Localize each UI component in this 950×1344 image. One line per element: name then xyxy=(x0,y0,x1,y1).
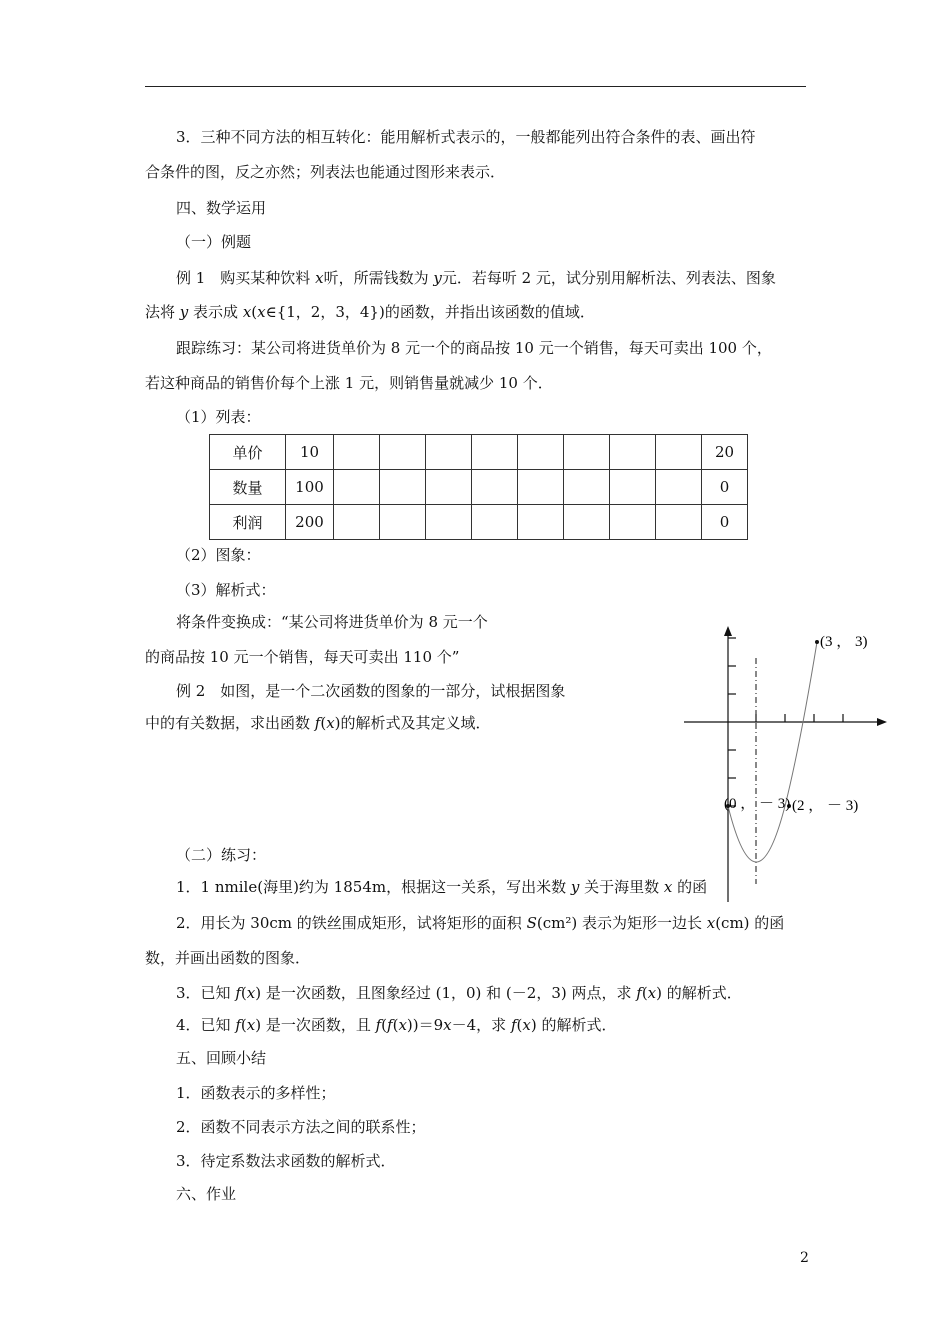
condition-change-line-2: 的商品按 10 元一个销售，每天可卖出 110 个” xyxy=(145,648,460,666)
table-cell xyxy=(518,435,564,470)
paragraph-3-line-1: 3．三种不同方法的相互转化：能用解析式表示的，一般都能列出符合条件的表、画出符 xyxy=(176,128,756,146)
text-run: ( xyxy=(320,714,327,732)
section-4-heading: 四、数学运用 xyxy=(176,199,267,217)
text-run: ( xyxy=(240,1016,247,1034)
text-run: 4．已知 xyxy=(176,1016,236,1034)
table-cell xyxy=(610,505,656,540)
table-cell: 10 xyxy=(286,435,334,470)
practice-1 xyxy=(176,877,726,897)
step-3-label: （3）解析式： xyxy=(176,581,276,599)
table-row-label: 利润 xyxy=(210,505,286,540)
table-cell xyxy=(564,435,610,470)
table-row xyxy=(210,470,748,505)
math-var: y xyxy=(433,269,442,287)
text-run: ( xyxy=(381,1016,388,1034)
example-2-line-2 xyxy=(145,713,491,733)
table-cell: 200 xyxy=(286,505,334,540)
math-var: x xyxy=(242,303,252,321)
table-cell xyxy=(656,435,702,470)
text-run: －4，求 xyxy=(451,1016,511,1034)
subsection-examples-heading: （一）例题 xyxy=(176,233,252,251)
text-run: 听，所需钱数为 xyxy=(323,269,434,287)
math-var: x xyxy=(522,1016,531,1034)
math-var: y xyxy=(179,303,189,321)
y-axis-arrow xyxy=(724,626,732,636)
math-var: f xyxy=(510,1016,517,1034)
math-var: x xyxy=(443,1016,452,1034)
text-run: ))＝9 xyxy=(406,1016,444,1034)
condition-change-line-1: 将条件变换成：“某公司将进货单价为 8 元一个 xyxy=(176,613,488,631)
text-run: 3．已知 xyxy=(176,984,236,1002)
parabola-curve xyxy=(728,642,817,862)
math-var: f xyxy=(387,1016,393,1034)
table-cell xyxy=(610,435,656,470)
header-rule xyxy=(145,86,806,87)
text-run: 2．用长为 30cm 的铁丝围成矩形，试将矩形的面积 xyxy=(176,914,527,932)
step-2-label: （2）图象： xyxy=(176,546,261,564)
table-cell xyxy=(564,470,610,505)
text-run: ( xyxy=(641,984,648,1002)
table-cell: 0 xyxy=(702,505,748,540)
math-var: x xyxy=(246,1016,256,1034)
math-var: x xyxy=(398,1016,407,1034)
table-cell: 100 xyxy=(286,470,334,505)
math-var: y xyxy=(570,878,580,896)
text-run: 1．1 nmile(海里)约为 1854m，根据这一关系，写出米数 xyxy=(176,878,571,896)
data-table xyxy=(209,434,748,540)
text-run: ) 是一次函数，且 xyxy=(255,1016,376,1034)
math-var: S xyxy=(526,914,537,932)
point-label-right: (2 ， － 3) xyxy=(792,798,859,814)
table-cell xyxy=(334,470,380,505)
practice-2-line-2: 数，并画出函数的图象． xyxy=(145,949,311,967)
text-run: 中的有关数据，求出函数 xyxy=(145,714,315,732)
text-run: ( xyxy=(516,1016,523,1034)
table-cell xyxy=(518,505,564,540)
math-var: x xyxy=(647,984,657,1002)
text-run: 例 1 购买某种饮料 xyxy=(176,269,316,287)
summary-3: 3．待定系数法求函数的解析式． xyxy=(176,1152,396,1170)
practice-4 xyxy=(176,1015,616,1035)
text-run: 关于海里数 xyxy=(579,878,664,896)
math-var: x xyxy=(326,714,335,732)
text-run: ) 的解析式． xyxy=(530,1016,617,1034)
text-run: (cm) 的函 xyxy=(715,914,785,932)
text-run: 法将 xyxy=(145,303,180,321)
practice-3 xyxy=(176,983,742,1003)
table-cell xyxy=(472,505,518,540)
table-cell: 20 xyxy=(702,435,748,470)
table-cell xyxy=(380,435,426,470)
table-cell xyxy=(334,435,380,470)
table-cell xyxy=(610,470,656,505)
text-run: 表示成 xyxy=(188,303,243,321)
point-top xyxy=(815,640,819,644)
text-run: 元．若每听 2 元，试分别用解析法、列表法、图象 xyxy=(441,269,776,287)
table-cell xyxy=(472,470,518,505)
table-cell xyxy=(472,435,518,470)
example-1-line-2 xyxy=(145,302,595,322)
text-run: ( xyxy=(240,984,247,1002)
table-row xyxy=(210,505,748,540)
math-var: x xyxy=(246,984,256,1002)
table-cell xyxy=(656,470,702,505)
text-run: ∈{1，2，3，4})的函数，并指出该函数的值域． xyxy=(265,303,595,321)
example-2-line-1: 例 2 如图，是一个二次函数的图象的一部分，试根据图象 xyxy=(176,682,566,700)
section-5-heading: 五、回顾小结 xyxy=(176,1049,267,1067)
table-cell xyxy=(426,435,472,470)
table-cell xyxy=(426,505,472,540)
x-axis-ticks xyxy=(756,714,843,722)
math-var: x xyxy=(257,303,266,321)
text-run: ) 的解析式． xyxy=(656,984,742,1002)
table-row-label: 单价 xyxy=(210,435,286,470)
math-var: f xyxy=(314,714,321,732)
text-run: (cm²) 表示为矩形一边长 xyxy=(536,914,707,932)
page-number: 2 xyxy=(800,1250,809,1266)
example-1-line-1 xyxy=(176,268,776,288)
table-cell xyxy=(334,505,380,540)
table-cell xyxy=(380,470,426,505)
math-var: f xyxy=(235,984,241,1002)
table-row-label: 数量 xyxy=(210,470,286,505)
section-6-heading: 六、作业 xyxy=(176,1185,237,1203)
math-var: f xyxy=(235,1016,241,1034)
table-cell xyxy=(656,505,702,540)
tracking-exercise-line-2: 若这种商品的销售价每个上涨 1 元，则销售量就减少 10 个． xyxy=(145,374,553,392)
math-var: x xyxy=(663,878,673,896)
point-label-left: (0 ， － 3) xyxy=(724,796,791,812)
text-run: ( xyxy=(251,303,258,321)
table-cell xyxy=(564,505,610,540)
math-var: x xyxy=(315,269,324,287)
math-var: f xyxy=(375,1016,382,1034)
text-run: 的函 xyxy=(672,878,708,896)
summary-1: 1．函数表示的多样性； xyxy=(176,1084,336,1102)
table-cell: 0 xyxy=(702,470,748,505)
text-run: ( xyxy=(392,1016,399,1034)
practice-2-line-1 xyxy=(176,913,784,933)
point-label-top: (3 ， 3) xyxy=(820,634,868,650)
text-run: )的解析式及其定义域． xyxy=(334,714,491,732)
table-row xyxy=(210,435,748,470)
tracking-exercise-line-1: 跟踪练习：某公司将进货单价为 8 元一个的商品按 10 元一个销售，每天可卖出 100 个， xyxy=(176,339,772,357)
summary-2: 2．函数不同表示方法之间的联系性； xyxy=(176,1118,426,1136)
parabola-graph xyxy=(680,622,895,902)
table-cell xyxy=(518,470,564,505)
paragraph-3-line-2: 合条件的图，反之亦然；列表法也能通过图形来表示． xyxy=(145,163,506,181)
step-1-label: （1）列表： xyxy=(176,408,261,426)
table-cell xyxy=(426,470,472,505)
table-cell xyxy=(380,505,426,540)
math-var: f xyxy=(636,984,642,1002)
math-var: x xyxy=(706,914,716,932)
x-axis-arrow xyxy=(877,718,887,726)
text-run: ) 是一次函数，且图象经过 (1，0) 和 (－2，3) 两点，求 xyxy=(255,984,637,1002)
subsection-practice-heading: （二）练习： xyxy=(176,846,267,864)
